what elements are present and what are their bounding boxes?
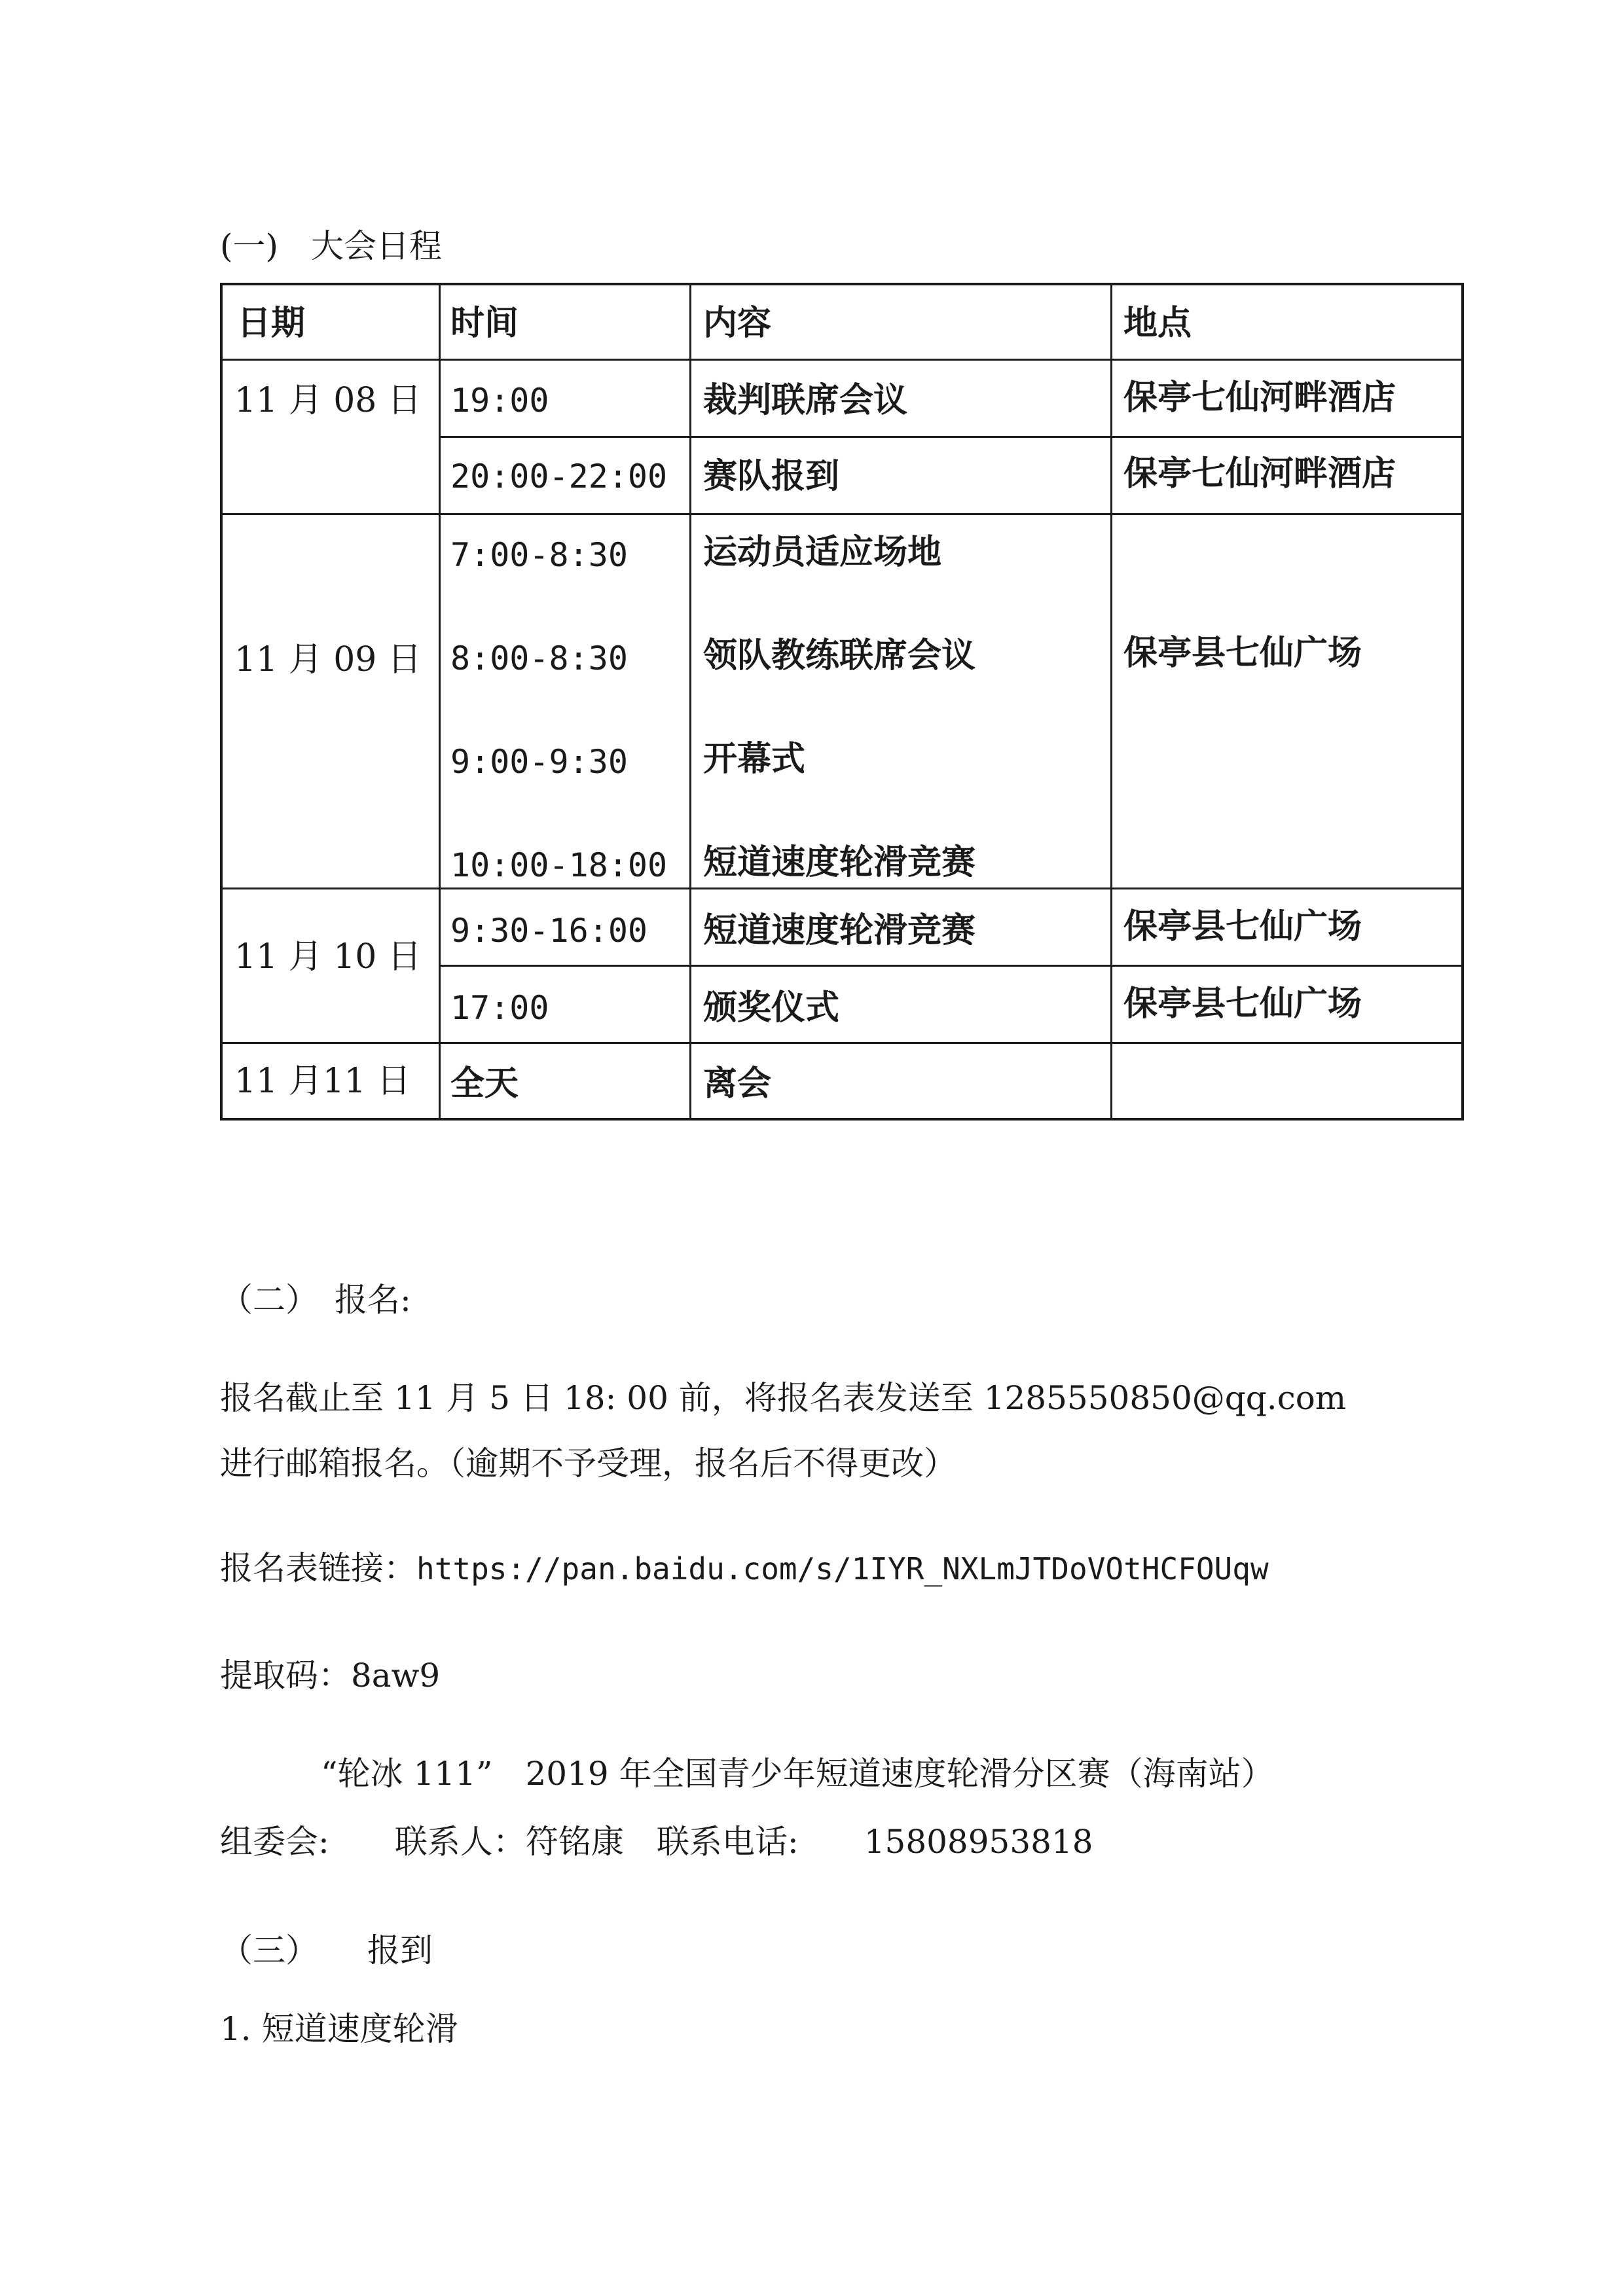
section-3-item-1: 1. 短道速度轮滑 [220, 2010, 458, 2048]
date-cell: 11 月 10 日 [234, 937, 422, 977]
venue-cell: 保亭七仙河畔酒店 [1123, 454, 1396, 493]
table-border-right [1461, 283, 1464, 1121]
table-col-divider-2 [689, 283, 691, 1121]
header-venue: 地点 [1123, 304, 1192, 343]
time-cell: 20:00-22:00 [450, 457, 668, 495]
content-cell: 短道速度轮滑竞赛 [703, 911, 976, 950]
date-cell: 11 月 09 日 [234, 640, 422, 679]
table-row-divider [439, 965, 1464, 967]
content-cell: 领队教练联席会议 [703, 636, 976, 675]
extraction-code-label: 提取码： [220, 1657, 351, 1695]
content-cell: 赛队报到 [703, 457, 840, 496]
table-row-divider [220, 1042, 1464, 1044]
table-row-divider [220, 513, 1464, 515]
time-cell: 10:00-18:00 [450, 846, 668, 884]
header-content: 内容 [703, 304, 772, 343]
committee-title-text: “轮冰 111” 2019 年全国青少年短道速度轮滑分区赛（海南站） [321, 1755, 1274, 1793]
section-3-heading: （三） 报到 [220, 1931, 433, 1969]
table-border-bottom [220, 1118, 1464, 1121]
table-col-divider-1 [439, 283, 441, 1121]
schedule-table [220, 283, 1464, 1121]
section-2-heading: （二） 报名: [220, 1281, 411, 1319]
time-cell: 9:00-9:30 [450, 743, 628, 781]
content-cell: 开幕式 [703, 740, 806, 779]
form-link-label: 报名表链接： [220, 1549, 416, 1587]
table-row-divider [220, 359, 1464, 361]
time-cell: 19:00 [450, 382, 549, 420]
table-border-left [220, 283, 223, 1121]
registration-deadline-text: 报名截止至 11 月 5 日 18: 00 前，将报名表发送至 1285550850@qq.com [220, 1379, 1347, 1417]
table-row-divider [220, 888, 1464, 889]
venue-cell: 保亭七仙河畔酒店 [1123, 378, 1396, 418]
time-cell: 17:00 [450, 989, 549, 1027]
content-cell: 颁奖仪式 [703, 988, 840, 1028]
extraction-code-value: 8aw9 [351, 1657, 441, 1695]
time-cell: 全天 [450, 1064, 519, 1103]
venue-cell: 保亭县七仙广场 [1123, 634, 1362, 673]
date-cell: 11 月11 日 [234, 1062, 411, 1101]
header-time: 时间 [450, 304, 519, 343]
contact-text: 组委会: 联系人：符铭康 联系电话: 15808953818 [220, 1823, 1093, 1861]
venue-cell: 保亭县七仙广场 [1123, 907, 1362, 946]
form-link-url[interactable]: https://pan.baidu.com/s/1IYR_NXLmJTDoVOtHCFOUqw [416, 1551, 1269, 1587]
time-cell: 8:00-8:30 [450, 639, 628, 677]
header-date: 日期 [237, 304, 306, 343]
date-cell: 11 月 08 日 [234, 381, 422, 420]
content-cell: 裁判联席会议 [703, 381, 908, 420]
table-col-divider-3 [1110, 283, 1112, 1121]
registration-note-text: 进行邮箱报名。（逾期不予受理，报名后不得更改） [220, 1444, 957, 1482]
venue-cell: 保亭县七仙广场 [1123, 984, 1362, 1024]
table-row-divider [439, 436, 1464, 438]
time-cell: 9:30-16:00 [450, 912, 648, 950]
section-1-heading: (一) 大会日程 [220, 227, 443, 265]
content-cell: 运动员适应场地 [703, 533, 942, 572]
form-link-line [220, 1549, 1269, 1588]
table-border-top [220, 283, 1464, 285]
content-cell: 短道速度轮滑竞赛 [703, 843, 976, 882]
extraction-code-line [220, 1656, 440, 1695]
time-cell: 7:00-8:30 [450, 536, 628, 574]
content-cell: 离会 [703, 1064, 772, 1103]
